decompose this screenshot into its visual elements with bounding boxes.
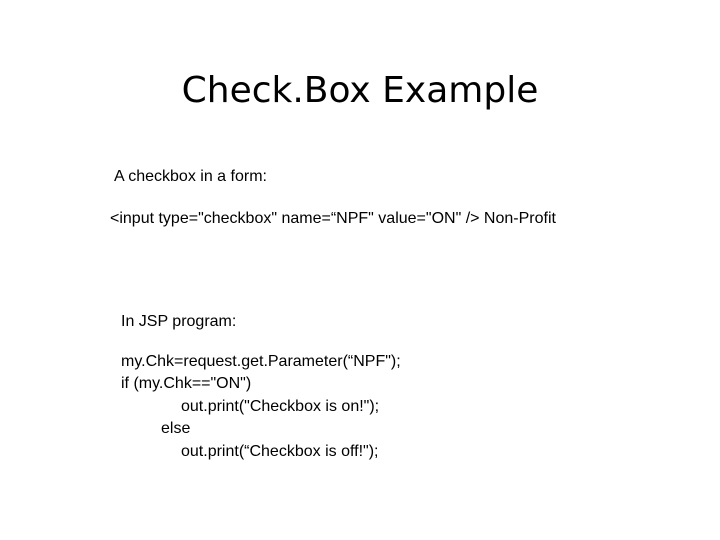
intro-text: A checkbox in a form: xyxy=(114,168,267,185)
code-line: if (my.Chk=="ON") xyxy=(121,375,252,392)
code-line: out.print("Checkbox is on!"); xyxy=(181,398,380,415)
code-line: my.Chk=request.get.Parameter(“NPF"); xyxy=(121,353,401,370)
html-checkbox-code: <input type="checkbox" name=“NPF" value="ON" /> Non-Profit xyxy=(110,210,556,227)
slide-title: Check.Box Example xyxy=(181,70,539,112)
jsp-label: In JSP program: xyxy=(121,313,237,330)
code-line: out.print(“Checkbox is off!"); xyxy=(181,443,379,460)
code-line: else xyxy=(161,420,191,437)
